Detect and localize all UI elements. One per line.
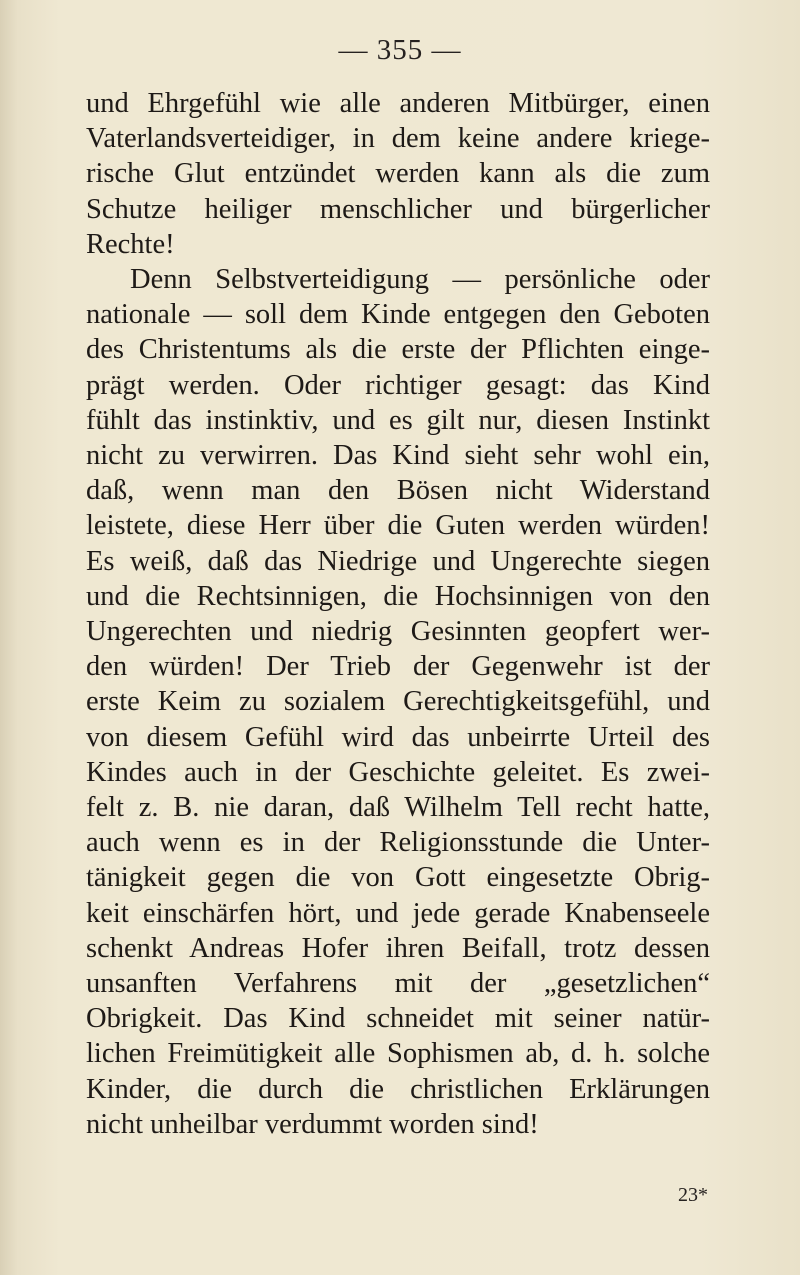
body-text (86, 86, 710, 1142)
text-line: Kinder, die durch die christlichen Erklärungen (86, 1073, 710, 1105)
text-line: nicht zu verwirren. Das Kind sieht sehr wohl ein, (86, 440, 710, 472)
text-line: auch wenn es in der Religionsstunde die Unter- (86, 827, 710, 859)
text-line: fühlt das instinktiv, und es gilt nur, diesen Instinkt (86, 404, 710, 436)
text-line: Es weiß, daß das Niedrige und Ungerechte siegen (86, 545, 710, 577)
text-line: des Christentums als die erste der Pflichten einge- (86, 334, 710, 366)
text-line: Obrigkeit. Das Kind schneidet mit seiner natür- (86, 1003, 710, 1035)
text-line: Rechte! (86, 228, 175, 260)
text-line: Denn Selbstverteidigung — persönliche oder (130, 264, 710, 296)
text-line: lichen Freimütigkeit alle Sophismen ab, d. h. solche (86, 1038, 710, 1070)
text-line: erste Keim zu sozialem Gerechtigkeitsgefühl, und (86, 686, 710, 718)
text-line: unsanften Verfahrens mit der „gesetzlichen“ (86, 968, 710, 1000)
text-line: Ungerechten und niedrig Gesinnten geopfert wer- (86, 616, 710, 648)
paragraph-1 (86, 86, 710, 262)
text-line: schenkt Andreas Hofer ihren Beifall, trotz dessen (86, 932, 710, 964)
text-line: Schutze heiliger menschlicher und bürgerlicher (86, 193, 710, 225)
text-line: daß, wenn man den Bösen nicht Widerstand (86, 475, 710, 507)
signature-mark: 23* (678, 1184, 708, 1206)
page-number: — 355 — (338, 34, 462, 66)
text-line: tänigkeit gegen die von Gott eingesetzte Obrig- (86, 862, 710, 894)
text-line: den würden! Der Trieb der Gegenwehr ist der (86, 651, 710, 683)
text-line: von diesem Gefühl wird das unbeirrte Urteil des (86, 721, 710, 753)
text-line: keit einschärfen hört, und jede gerade Knabenseele (86, 897, 710, 929)
text-line: und Ehrgefühl wie alle anderen Mitbürger, einen (86, 88, 710, 119)
text-line: prägt werden. Oder richtiger gesagt: das Kind (86, 369, 710, 401)
paragraph-2 (86, 262, 710, 1142)
text-line: nationale — soll dem Kinde entgegen den Geboten (86, 299, 710, 331)
text-line: rische Glut entzündet werden kann als die zum (86, 158, 710, 190)
text-line: Kindes auch in der Geschichte geleitet. Es zwei- (86, 756, 710, 788)
text-line: nicht unheilbar verdummt worden sind! (86, 1108, 539, 1140)
text-line: leistete, diese Herr über die Guten werden würden! (86, 510, 710, 542)
text-line: und die Rechtsinnigen, die Hochsinnigen von den (86, 580, 710, 612)
text-line: felt z. B. nie daran, daß Wilhelm Tell recht hatte, (86, 792, 710, 824)
text-line: Vaterlandsverteidiger, in dem keine andere kriege- (86, 123, 710, 155)
